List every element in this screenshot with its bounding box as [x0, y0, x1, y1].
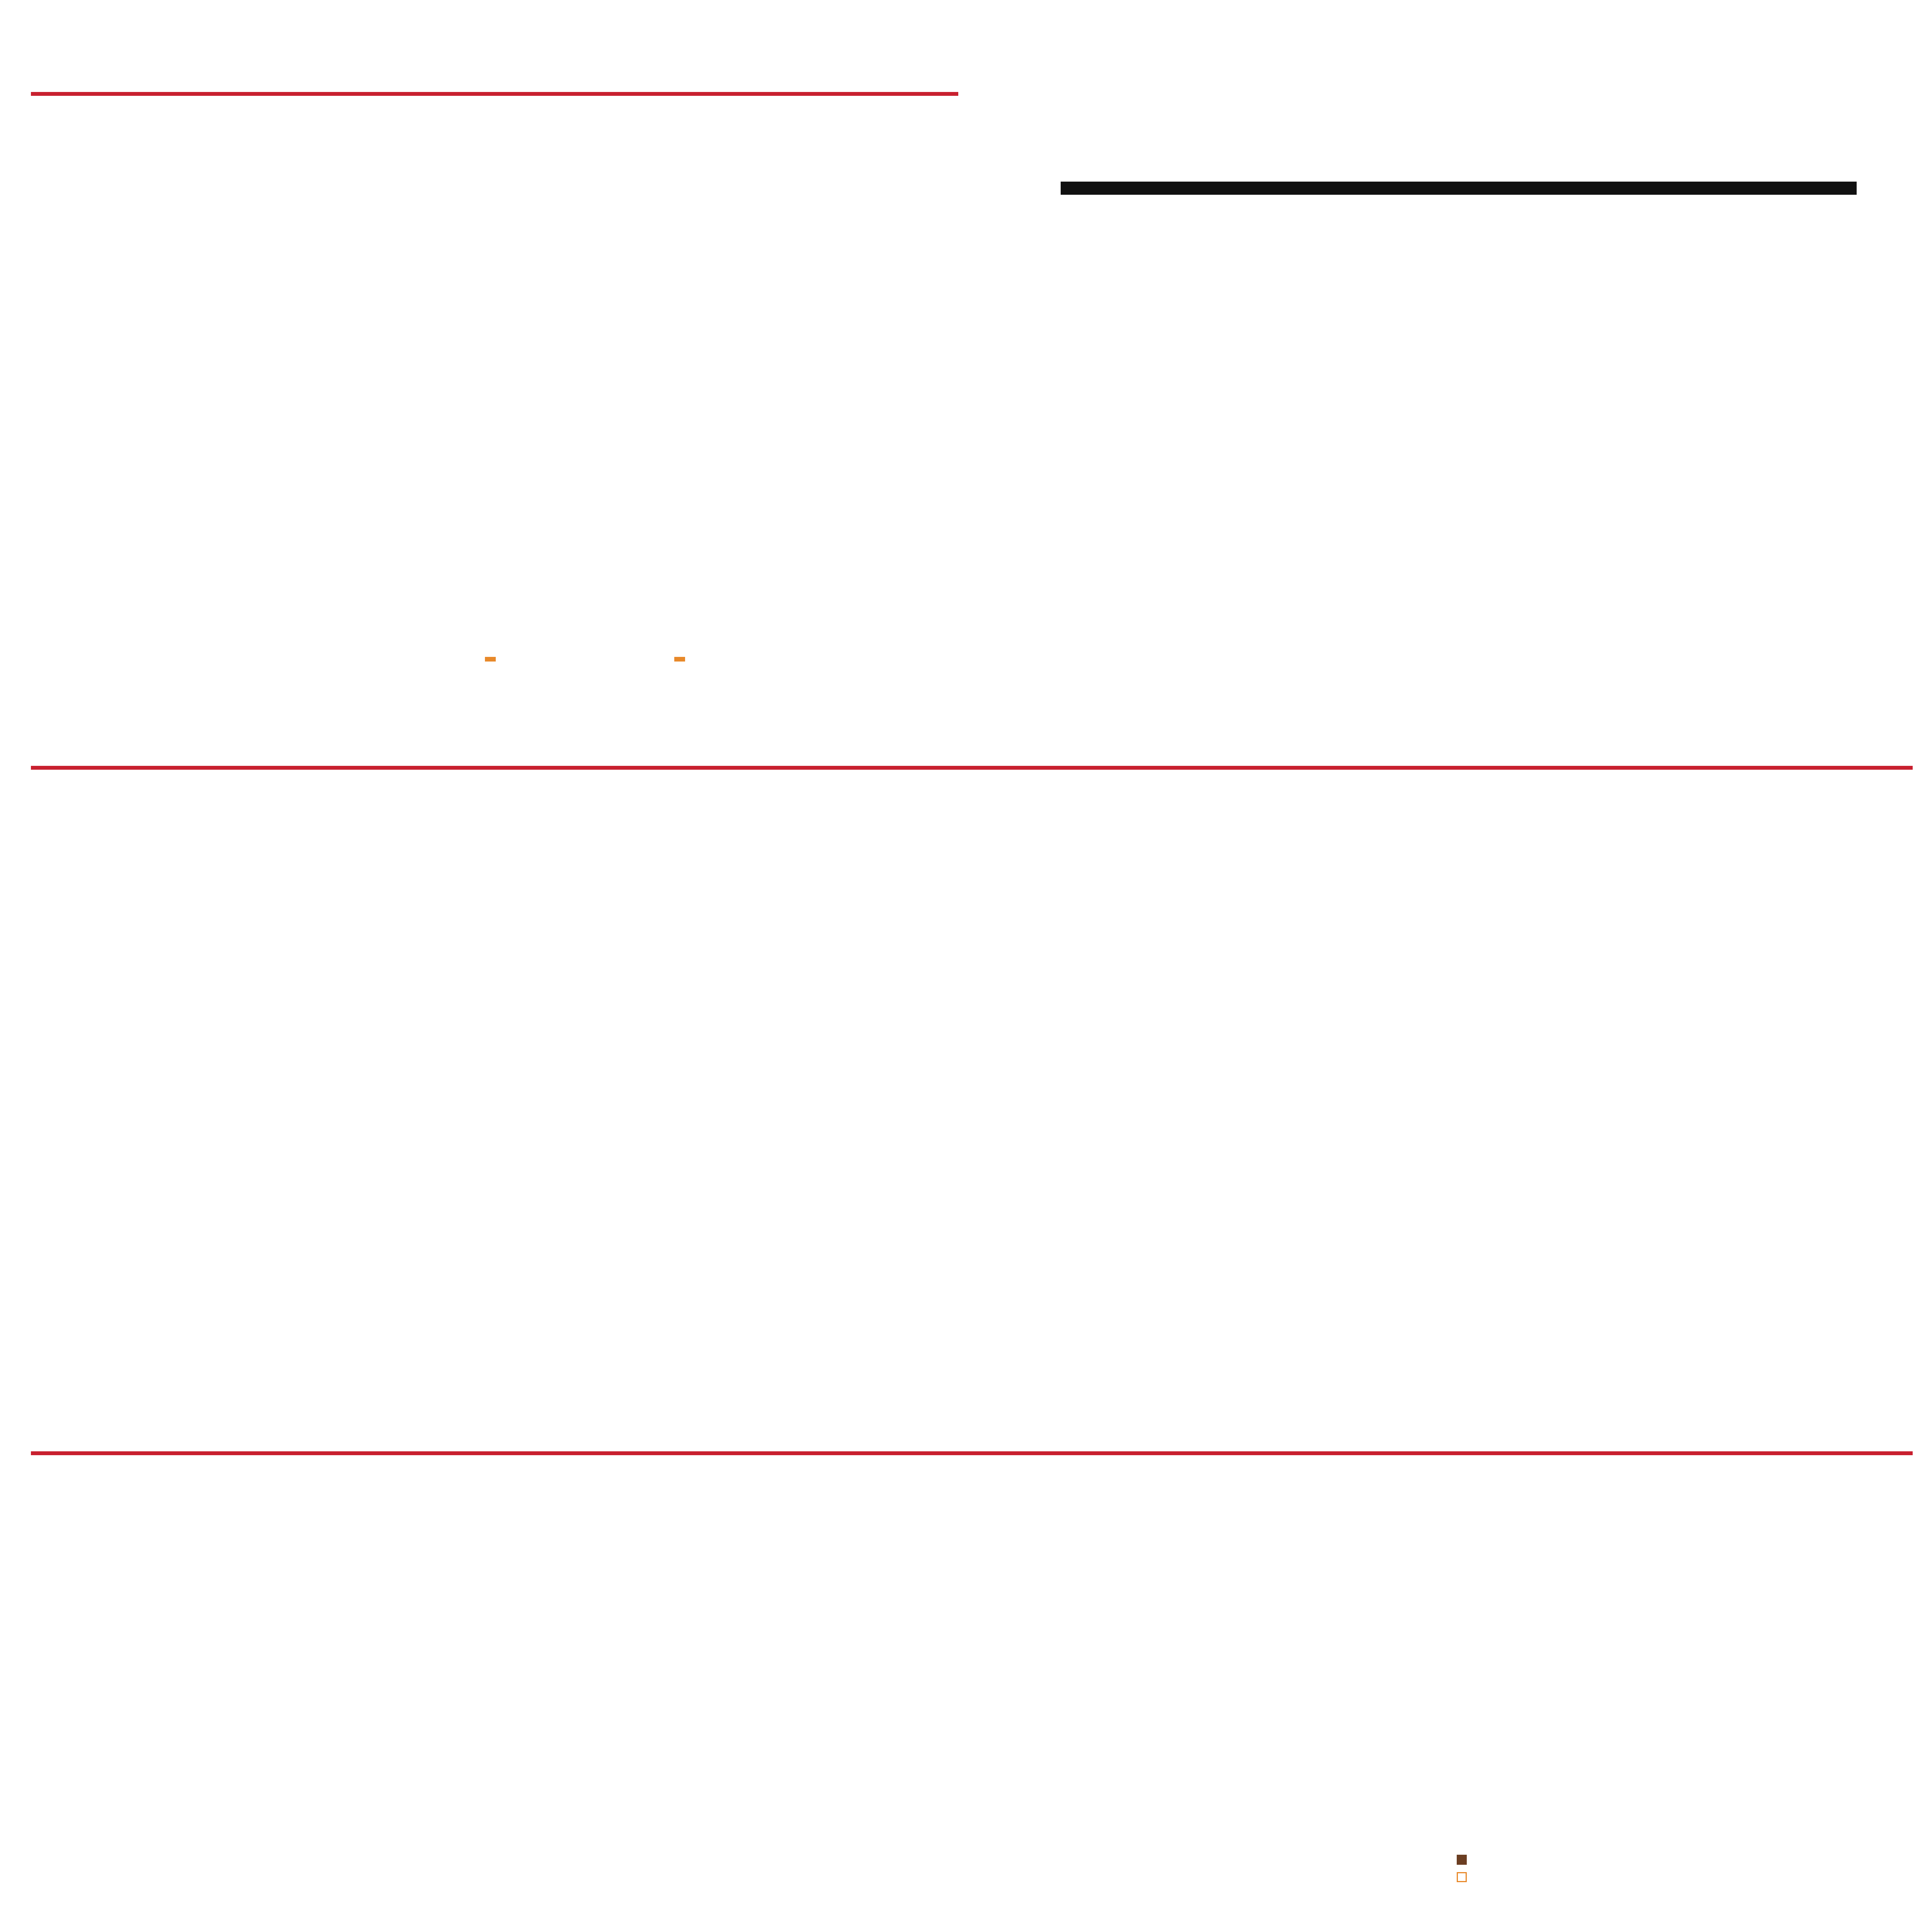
chart8-type-particulier — [1457, 1855, 1471, 1865]
section-rule-2 — [31, 766, 1913, 770]
chart2-median — [674, 657, 690, 662]
chart2-bars — [657, 170, 966, 641]
chart3-origin-map — [31, 788, 1005, 1379]
structure-swatch — [1457, 1872, 1467, 1882]
chart5-bars — [31, 1519, 417, 1932]
chart4-dotplot — [1001, 835, 1774, 1383]
particulier-swatch — [1457, 1855, 1467, 1865]
chart7-bars — [1001, 1542, 1310, 1932]
chart1-bubbles — [31, 143, 611, 676]
chart6-bars — [464, 1519, 966, 1932]
title-rule — [1061, 182, 1857, 195]
chart8-reading — [1457, 1893, 1619, 1906]
section-rule-3 — [31, 1451, 1913, 1455]
chart8-visale — [1453, 1468, 1928, 1932]
main-title — [1061, 162, 1872, 218]
section-rule-1 — [31, 92, 958, 96]
chart8-type-structure — [1457, 1872, 1471, 1882]
chart1-median — [485, 657, 501, 662]
